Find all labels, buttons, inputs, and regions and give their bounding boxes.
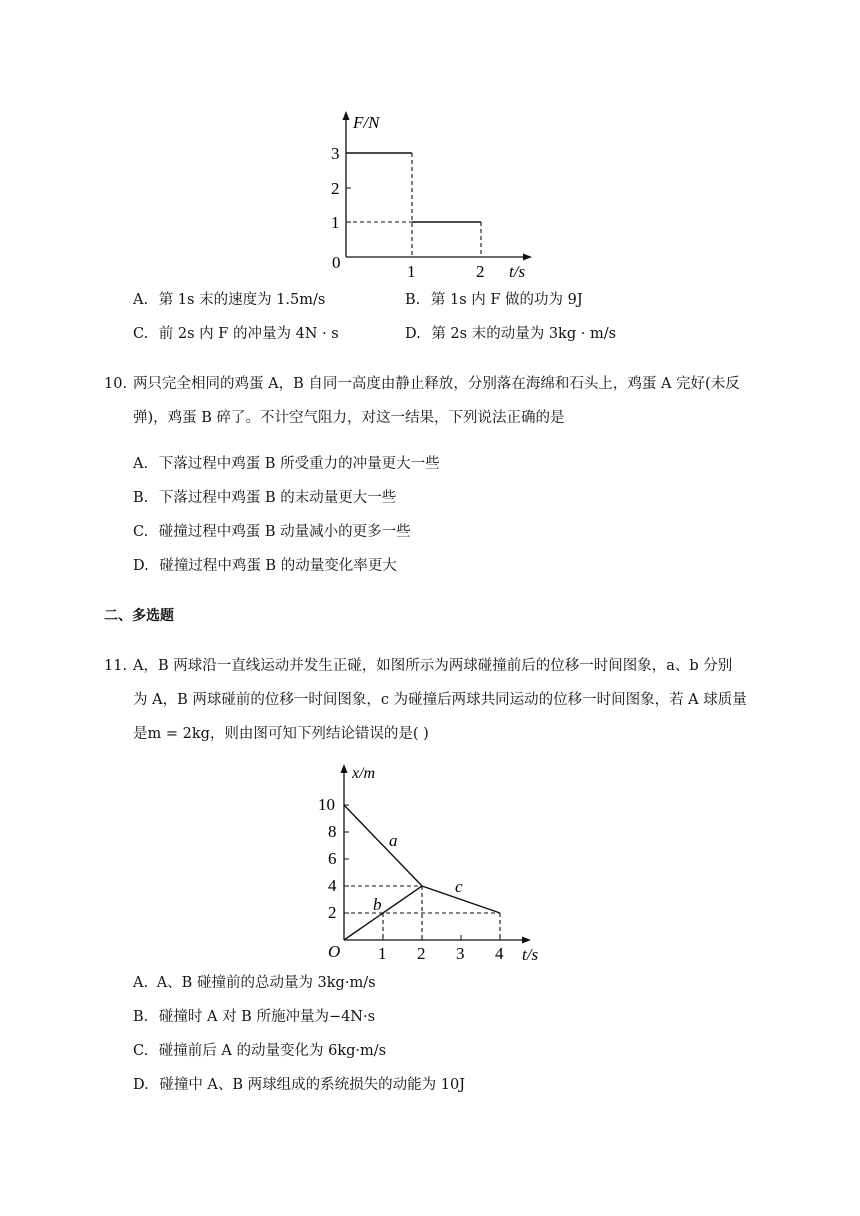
- x-axis-arrow: [522, 937, 531, 944]
- y-axis-arrow: [343, 111, 350, 120]
- option-letter: D.: [133, 558, 149, 574]
- option-letter: C.: [133, 1043, 149, 1059]
- displacement-time-chart: [306, 760, 566, 970]
- option-text: 碰撞过程中鸡蛋 B 的动量变化率更大: [159, 558, 397, 574]
- y-tick-label: 10: [318, 795, 335, 814]
- series-a-line: [344, 805, 422, 886]
- option-text: 第 2s 末的动量为 3kg · m/s: [431, 326, 617, 342]
- option-letter: A.: [133, 456, 149, 472]
- option-text: 下落过程中鸡蛋 B 的末动量更大一些: [158, 490, 397, 506]
- option-letter: A.: [133, 292, 149, 308]
- x-tick-label: 4: [495, 944, 504, 963]
- option-text: 前 2s 内 F 的冲量为 4N · s: [158, 326, 339, 342]
- y-tick-label: 4: [328, 876, 337, 895]
- option-text: A、B 碰撞前的总动量为 3kg·m/s: [156, 975, 376, 991]
- x-tick-label: 1: [407, 262, 416, 281]
- section-title: 二、多选题: [104, 608, 174, 624]
- option-text: 碰撞中 A、B 两球组成的系统损失的动能为 10J: [159, 1077, 466, 1093]
- q9-option-a: [133, 289, 325, 311]
- q11-number: 11.: [104, 658, 128, 674]
- q9-option-b: [405, 289, 583, 311]
- option-text: 碰撞前后 A 的动量变化为 6kg·m/s: [158, 1043, 387, 1059]
- q10-stem-line1: 两只完全相同的鸡蛋 A，B 自同一高度由静止释放，分别落在海绵和石头上，鸡蛋 A 完好(未反: [133, 376, 740, 392]
- y-axis-label: F/N: [353, 113, 380, 132]
- series-c-label: c: [455, 877, 463, 896]
- q11-stem-line3: 是m = 2kg，则由图可知下列结论错误的是( ): [133, 726, 429, 742]
- q9-option-d: [405, 323, 616, 345]
- y-tick-label: 3: [331, 144, 340, 163]
- option-text: 下落过程中鸡蛋 B 所受重力的冲量更大一些: [158, 456, 440, 472]
- option-letter: B.: [133, 490, 149, 506]
- q10-option-b: [133, 487, 396, 509]
- option-text: 第 1s 内 F 做的功为 9J: [430, 292, 583, 308]
- option-letter: D.: [405, 326, 421, 342]
- q10-number: 10.: [104, 376, 128, 392]
- y-tick-label: 2: [328, 903, 337, 922]
- x-axis-arrow: [523, 254, 532, 261]
- q10-option-c: [133, 521, 411, 543]
- y-tick-label: 1: [331, 213, 340, 232]
- x-tick-label: 3: [456, 944, 465, 963]
- y-axis-arrow: [341, 764, 348, 773]
- y-tick-label: 2: [331, 179, 340, 198]
- option-letter: B.: [405, 292, 421, 308]
- q10-option-a: [133, 453, 440, 475]
- option-text: 碰撞时 A 对 B 所施冲量为−4N·s: [158, 1009, 376, 1025]
- y-axis-label: x/m: [352, 765, 376, 782]
- x-axis-label: t/s: [509, 262, 526, 281]
- force-time-chart: [320, 108, 540, 283]
- option-letter: C.: [133, 326, 149, 342]
- y-tick-label: 8: [328, 822, 337, 841]
- q11-stem-line1: A，B 两球沿一直线运动并发生正碰，如图所示为两球碰撞前后的位移一时间图象，a、b 分别: [133, 658, 733, 674]
- option-letter: C.: [133, 524, 149, 540]
- option-letter: D.: [133, 1077, 149, 1093]
- y-tick-label: 6: [328, 849, 337, 868]
- series-a-label: a: [389, 831, 398, 850]
- series-b-label: b: [373, 895, 382, 914]
- x-tick-label: 2: [417, 944, 426, 963]
- x-tick-label: 2: [476, 262, 485, 281]
- q9-option-c: [133, 323, 339, 345]
- q11-option-c: [133, 1040, 386, 1062]
- x-tick-label: 1: [378, 944, 387, 963]
- option-text: 第 1s 末的速度为 1.5m/s: [158, 292, 326, 308]
- q11-option-b: [133, 1006, 375, 1028]
- option-text: 碰撞过程中鸡蛋 B 动量减小的更多一些: [158, 524, 411, 540]
- q11-option-a: [133, 972, 376, 994]
- x-axis-label: t/s: [522, 945, 539, 964]
- q10-stem-line2: 弹)，鸡蛋 B 碎了。不计空气阻力，对这一结果，下列说法正确的是: [133, 410, 565, 426]
- origin-label: 0: [332, 253, 341, 272]
- option-letter: A.: [133, 975, 149, 991]
- option-letter: B.: [133, 1009, 149, 1025]
- q11-option-d: [133, 1074, 465, 1096]
- q11-stem-line2: 为 A，B 两球碰前的位移一时间图象，c 为碰撞后两球共同运动的位移一时间图象，若 A 球质量: [133, 692, 747, 708]
- q10-option-d: [133, 555, 397, 577]
- origin-label: O: [328, 942, 341, 961]
